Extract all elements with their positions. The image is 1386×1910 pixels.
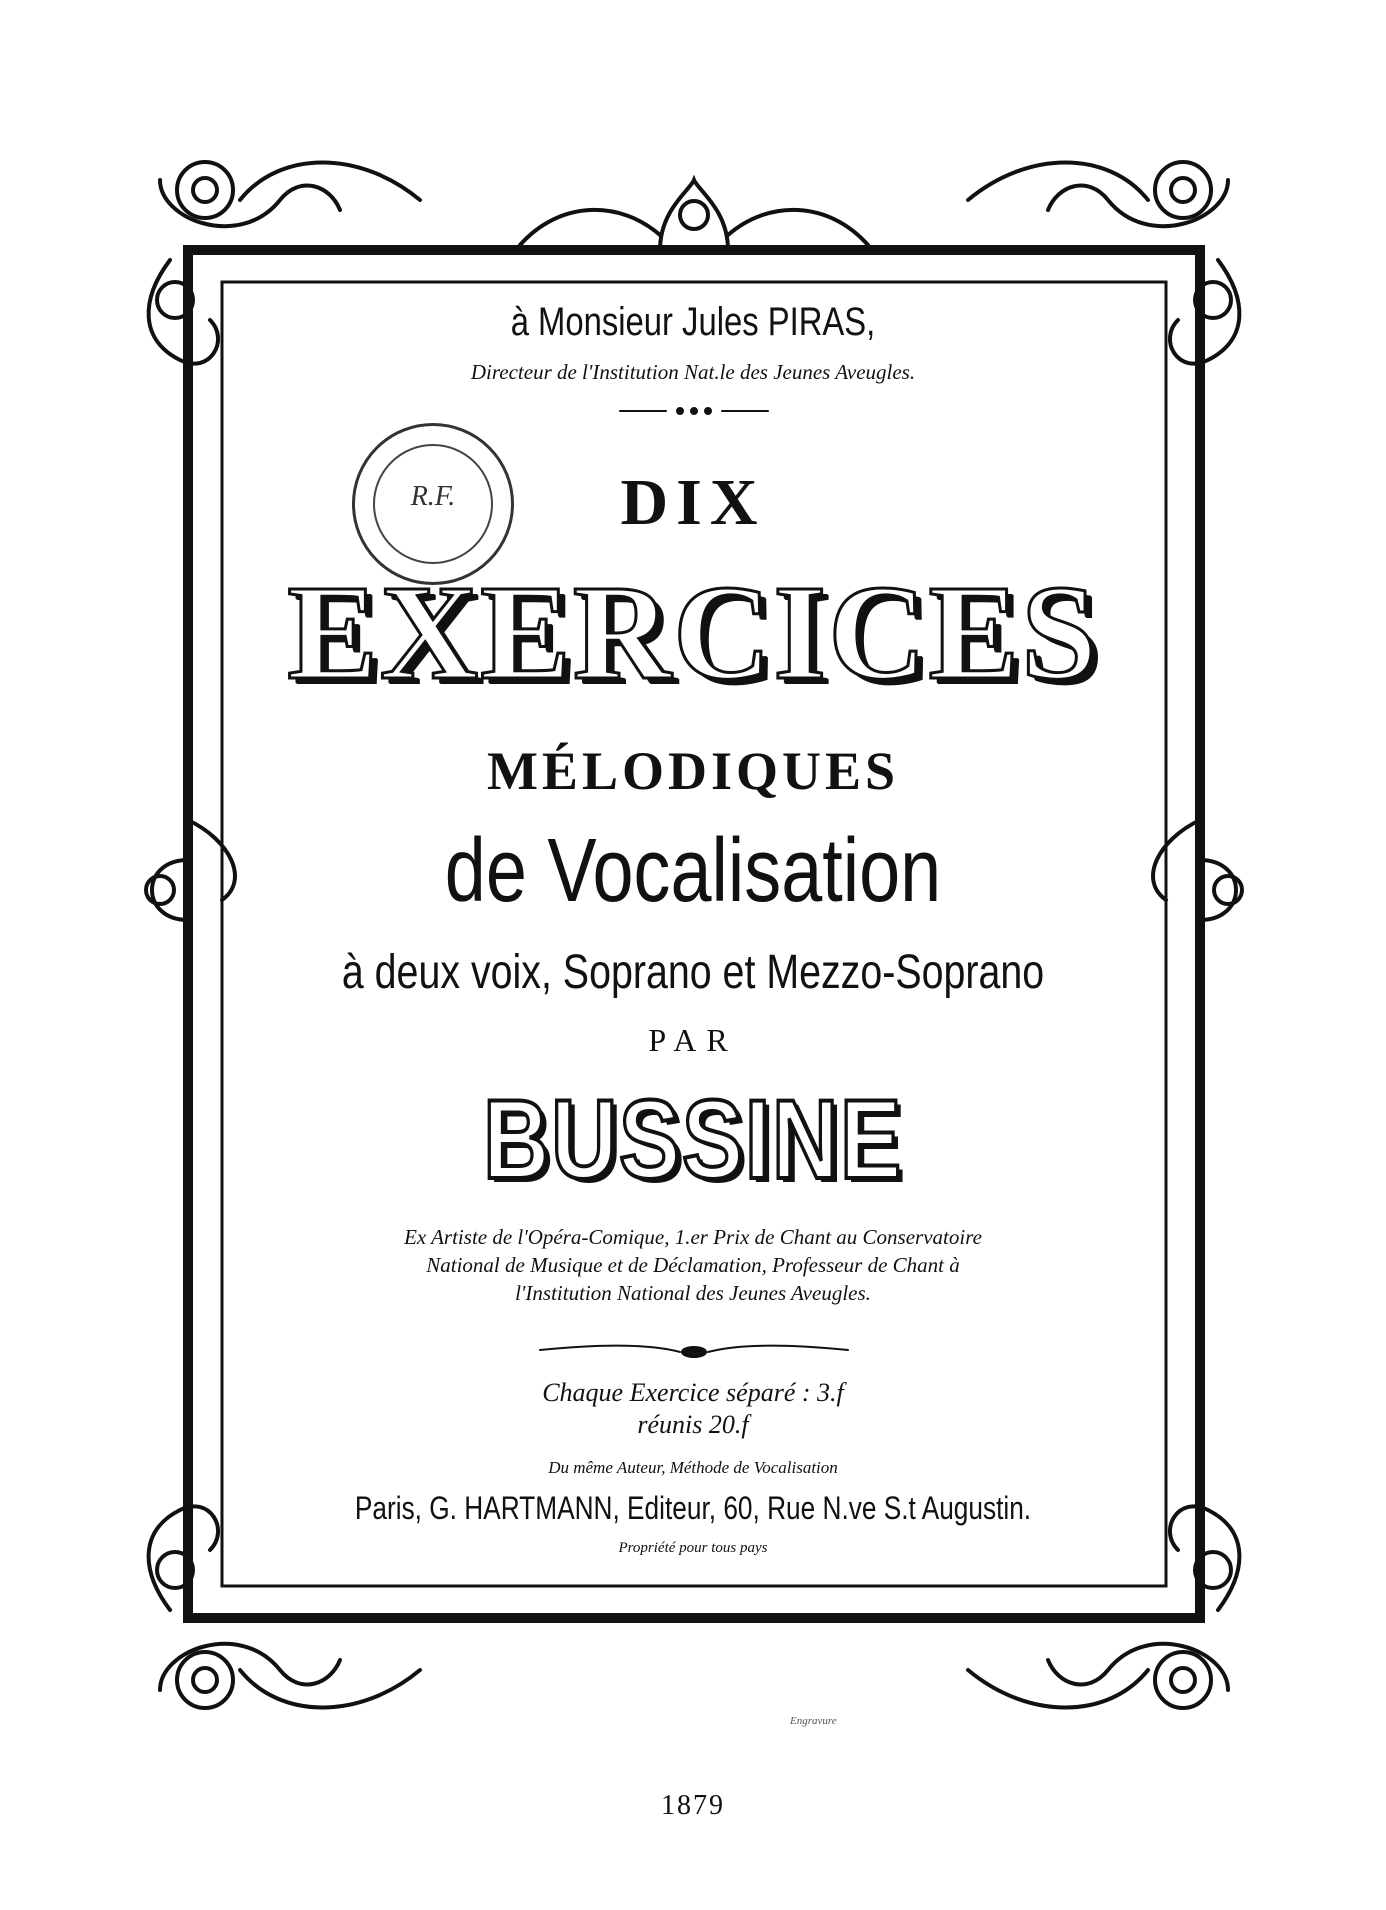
director-line: Directeur de l'Institution Nat.le des Jeunes Aveugles. [470, 360, 916, 384]
divider-middle [540, 1346, 848, 1357]
dedication-line: à Monsieur Jules PIRAS, [510, 300, 876, 344]
title-line-melodiques: MÉLODIQUES [486, 741, 900, 801]
title-line-dix: DIX [620, 466, 766, 539]
price-line-single: Chaque Exercice séparé : 3.f [542, 1378, 844, 1407]
credentials-line: Ex Artiste de l'Opéra-Comique, 1.er Prix de Chant au Conservatoire [404, 1225, 982, 1249]
property-notice: Propriété pour tous pays [618, 1540, 768, 1556]
stamp-monogram: R.F. [410, 481, 456, 512]
voices-subtitle: à deux voix, Soprano et Mezzo-Soprano [341, 946, 1045, 999]
credentials-line: National de Musique et de Déclamation, Professeur de Chant à [426, 1253, 960, 1277]
top-center-ornament [520, 180, 868, 250]
credentials-line: l'Institution National des Jeunes Aveugles. [515, 1281, 871, 1305]
engraver-mark: Engravure [790, 1715, 837, 1727]
par-label: PAR [648, 1022, 738, 1058]
same-author-note: Du même Auteur, Méthode de Vocalisation [548, 1458, 838, 1477]
composer-name: BUSSINE [483, 1077, 903, 1202]
title-line-exercices: EXERCICES [287, 558, 1099, 708]
title-line-vocalisation: de Vocalisation [444, 821, 942, 921]
publisher-line: Paris, G. HARTMANN, Editeur, 60, Rue N.ve S.t Augustin. [354, 1490, 1032, 1526]
publication-year: 1879 [661, 1790, 725, 1821]
price-line-collected: réunis 20.f [637, 1410, 749, 1439]
divider-top [620, 408, 768, 414]
